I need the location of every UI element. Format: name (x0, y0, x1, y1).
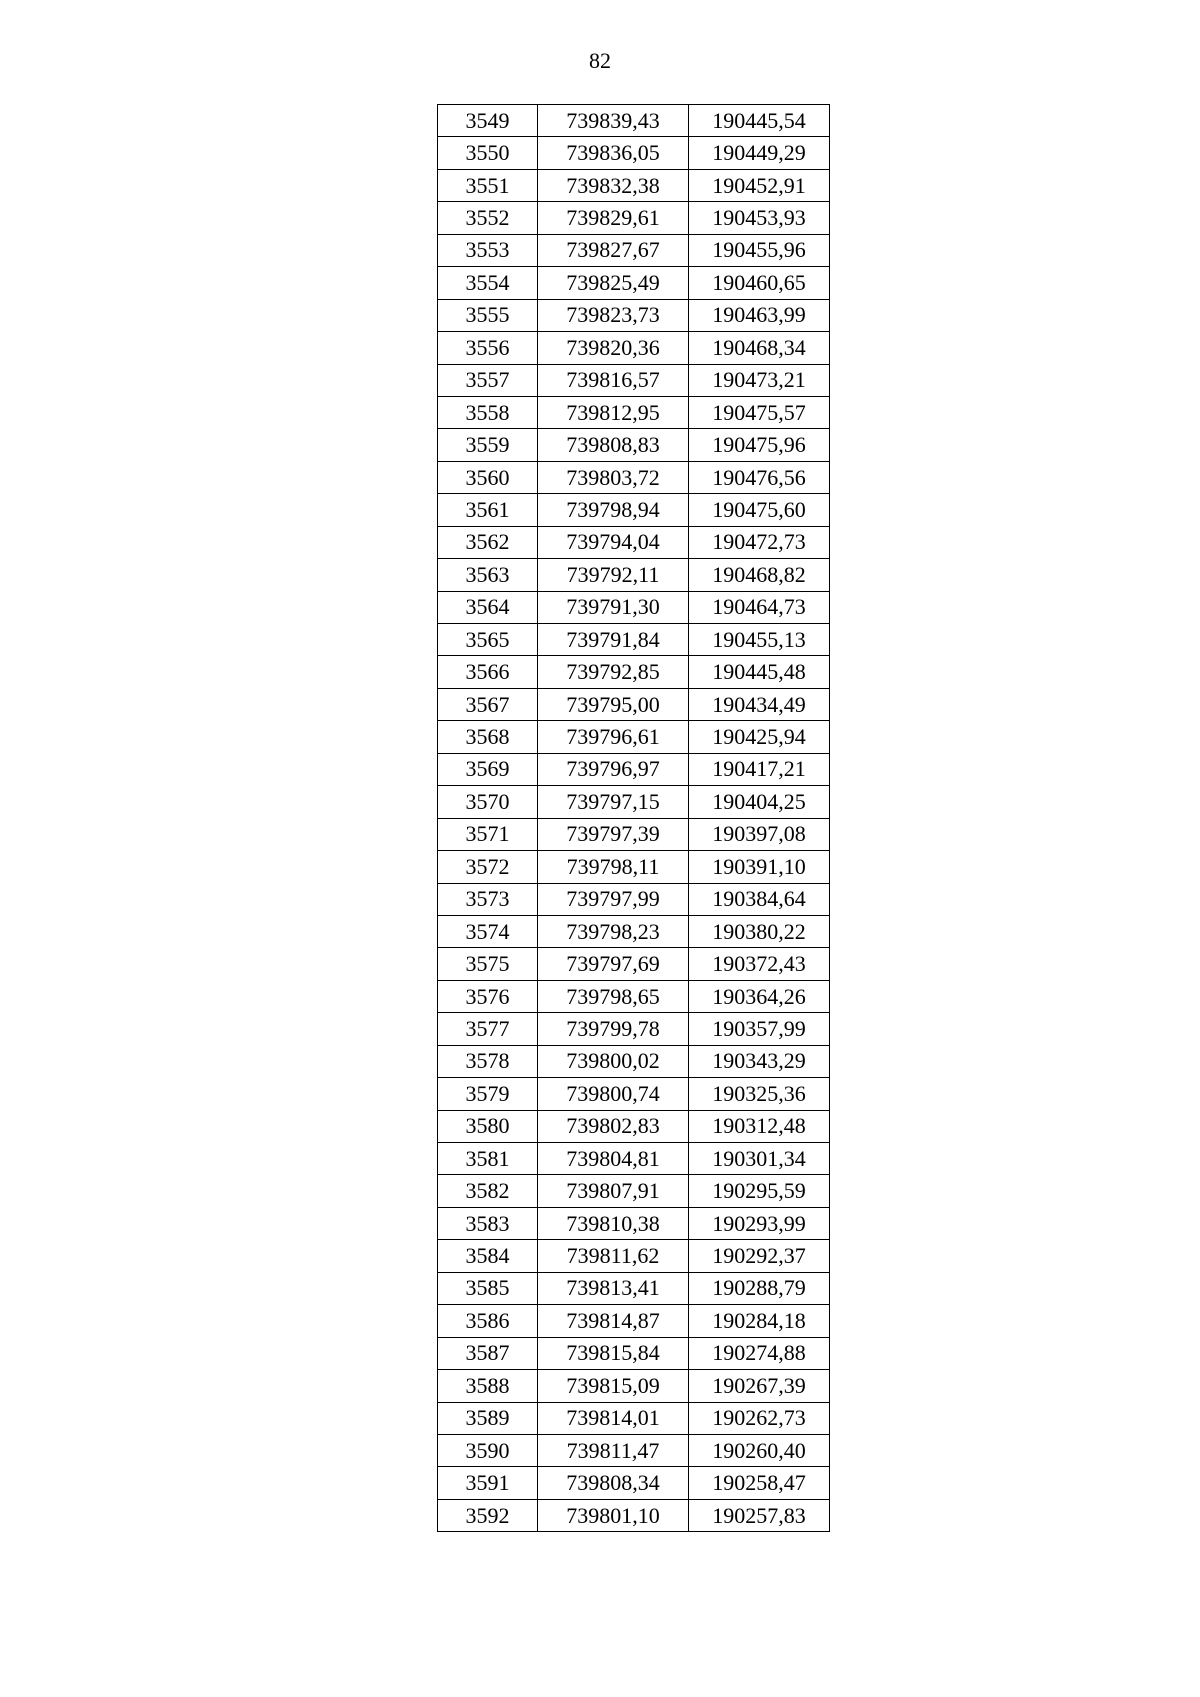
table-row (438, 656, 830, 688)
y-coordinate-cell: 190417,21 (689, 753, 830, 785)
point-number-cell: 3587 (438, 1337, 538, 1369)
table-row (438, 1078, 830, 1110)
y-coordinate-cell: 190455,13 (689, 624, 830, 656)
y-coordinate-cell: 190372,43 (689, 948, 830, 980)
coordinates-table-body (438, 105, 830, 1532)
point-number-cell: 3558 (438, 396, 538, 428)
table-row (438, 1207, 830, 1239)
y-coordinate-cell: 190476,56 (689, 461, 830, 493)
x-coordinate-cell: 739836,05 (538, 137, 689, 169)
x-coordinate-cell: 739798,11 (538, 851, 689, 883)
y-coordinate-cell: 190473,21 (689, 364, 830, 396)
x-coordinate-cell: 739820,36 (538, 332, 689, 364)
x-coordinate-cell: 739813,41 (538, 1272, 689, 1304)
point-number-cell: 3576 (438, 980, 538, 1012)
table-row (438, 105, 830, 137)
x-coordinate-cell: 739812,95 (538, 396, 689, 428)
y-coordinate-cell: 190267,39 (689, 1370, 830, 1402)
table-row (438, 1045, 830, 1077)
y-coordinate-cell: 190295,59 (689, 1175, 830, 1207)
y-coordinate-cell: 190475,57 (689, 396, 830, 428)
page-number: 82 (589, 48, 611, 73)
x-coordinate-cell: 739800,74 (538, 1078, 689, 1110)
table-row (438, 1143, 830, 1175)
x-coordinate-cell: 739796,61 (538, 721, 689, 753)
x-coordinate-cell: 739807,91 (538, 1175, 689, 1207)
y-coordinate-cell: 190380,22 (689, 915, 830, 947)
y-coordinate-cell: 190468,82 (689, 559, 830, 591)
x-coordinate-cell: 739797,39 (538, 818, 689, 850)
table-row (438, 1110, 830, 1142)
table-row (438, 169, 830, 201)
y-coordinate-cell: 190434,49 (689, 688, 830, 720)
x-coordinate-cell: 739825,49 (538, 267, 689, 299)
y-coordinate-cell: 190404,25 (689, 786, 830, 818)
coordinates-table (437, 104, 830, 1532)
y-coordinate-cell: 190357,99 (689, 1013, 830, 1045)
point-number-cell: 3570 (438, 786, 538, 818)
x-coordinate-cell: 739797,15 (538, 786, 689, 818)
x-coordinate-cell: 739832,38 (538, 169, 689, 201)
table-row (438, 1467, 830, 1499)
table-row (438, 429, 830, 461)
table-row (438, 234, 830, 266)
y-coordinate-cell: 190464,73 (689, 591, 830, 623)
point-number-cell: 3581 (438, 1143, 538, 1175)
x-coordinate-cell: 739808,83 (538, 429, 689, 461)
point-number-cell: 3551 (438, 169, 538, 201)
table-row (438, 786, 830, 818)
table-row (438, 883, 830, 915)
y-coordinate-cell: 190293,99 (689, 1207, 830, 1239)
y-coordinate-cell: 190460,65 (689, 267, 830, 299)
table-row (438, 137, 830, 169)
point-number-cell: 3568 (438, 721, 538, 753)
table-row (438, 1434, 830, 1466)
table-row (438, 851, 830, 883)
y-coordinate-cell: 190262,73 (689, 1402, 830, 1434)
point-number-cell: 3580 (438, 1110, 538, 1142)
y-coordinate-cell: 190468,34 (689, 332, 830, 364)
x-coordinate-cell: 739814,87 (538, 1305, 689, 1337)
y-coordinate-cell: 190260,40 (689, 1434, 830, 1466)
y-coordinate-cell: 190274,88 (689, 1337, 830, 1369)
x-coordinate-cell: 739791,84 (538, 624, 689, 656)
point-number-cell: 3586 (438, 1305, 538, 1337)
x-coordinate-cell: 739815,09 (538, 1370, 689, 1402)
table-row (438, 721, 830, 753)
point-number-cell: 3553 (438, 234, 538, 266)
table-row (438, 526, 830, 558)
y-coordinate-cell: 190472,73 (689, 526, 830, 558)
point-number-cell: 3571 (438, 818, 538, 850)
x-coordinate-cell: 739797,99 (538, 883, 689, 915)
table-row (438, 1240, 830, 1272)
y-coordinate-cell: 190445,54 (689, 105, 830, 137)
table-row (438, 1305, 830, 1337)
x-coordinate-cell: 739823,73 (538, 299, 689, 331)
point-number-cell: 3572 (438, 851, 538, 883)
y-coordinate-cell: 190475,96 (689, 429, 830, 461)
table-row (438, 332, 830, 364)
y-coordinate-cell: 190312,48 (689, 1110, 830, 1142)
point-number-cell: 3552 (438, 202, 538, 234)
x-coordinate-cell: 739799,78 (538, 1013, 689, 1045)
point-number-cell: 3591 (438, 1467, 538, 1499)
point-number-cell: 3554 (438, 267, 538, 299)
x-coordinate-cell: 739792,11 (538, 559, 689, 591)
point-number-cell: 3556 (438, 332, 538, 364)
point-number-cell: 3589 (438, 1402, 538, 1434)
y-coordinate-cell: 190325,36 (689, 1078, 830, 1110)
point-number-cell: 3584 (438, 1240, 538, 1272)
x-coordinate-cell: 739816,57 (538, 364, 689, 396)
table-row (438, 1337, 830, 1369)
x-coordinate-cell: 739804,81 (538, 1143, 689, 1175)
point-number-cell: 3562 (438, 526, 538, 558)
point-number-cell: 3577 (438, 1013, 538, 1045)
point-number-cell: 3557 (438, 364, 538, 396)
table-row (438, 1402, 830, 1434)
y-coordinate-cell: 190463,99 (689, 299, 830, 331)
x-coordinate-cell: 739815,84 (538, 1337, 689, 1369)
point-number-cell: 3575 (438, 948, 538, 980)
y-coordinate-cell: 190445,48 (689, 656, 830, 688)
point-number-cell: 3566 (438, 656, 538, 688)
x-coordinate-cell: 739792,85 (538, 656, 689, 688)
point-number-cell: 3578 (438, 1045, 538, 1077)
y-coordinate-cell: 190258,47 (689, 1467, 830, 1499)
table-row (438, 1175, 830, 1207)
point-number-cell: 3582 (438, 1175, 538, 1207)
point-number-cell: 3573 (438, 883, 538, 915)
point-number-cell: 3579 (438, 1078, 538, 1110)
table-row (438, 1499, 830, 1531)
point-number-cell: 3567 (438, 688, 538, 720)
x-coordinate-cell: 739794,04 (538, 526, 689, 558)
table-row (438, 396, 830, 428)
x-coordinate-cell: 739795,00 (538, 688, 689, 720)
x-coordinate-cell: 739802,83 (538, 1110, 689, 1142)
x-coordinate-cell: 739801,10 (538, 1499, 689, 1531)
table-row (438, 948, 830, 980)
y-coordinate-cell: 190257,83 (689, 1499, 830, 1531)
table-row (438, 1013, 830, 1045)
table-row (438, 1272, 830, 1304)
table-row (438, 591, 830, 623)
point-number-cell: 3549 (438, 105, 538, 137)
point-number-cell: 3561 (438, 494, 538, 526)
y-coordinate-cell: 190397,08 (689, 818, 830, 850)
y-coordinate-cell: 190455,96 (689, 234, 830, 266)
x-coordinate-cell: 739839,43 (538, 105, 689, 137)
x-coordinate-cell: 739827,67 (538, 234, 689, 266)
x-coordinate-cell: 739791,30 (538, 591, 689, 623)
point-number-cell: 3585 (438, 1272, 538, 1304)
y-coordinate-cell: 190449,29 (689, 137, 830, 169)
y-coordinate-cell: 190364,26 (689, 980, 830, 1012)
table-row (438, 980, 830, 1012)
x-coordinate-cell: 739798,65 (538, 980, 689, 1012)
table-row (438, 494, 830, 526)
y-coordinate-cell: 190391,10 (689, 851, 830, 883)
table-row (438, 818, 830, 850)
y-coordinate-cell: 190475,60 (689, 494, 830, 526)
point-number-cell: 3560 (438, 461, 538, 493)
y-coordinate-cell: 190384,64 (689, 883, 830, 915)
point-number-cell: 3592 (438, 1499, 538, 1531)
x-coordinate-cell: 739811,47 (538, 1434, 689, 1466)
table-row (438, 1370, 830, 1402)
y-coordinate-cell: 190425,94 (689, 721, 830, 753)
table-row (438, 299, 830, 331)
table-row (438, 364, 830, 396)
x-coordinate-cell: 739811,62 (538, 1240, 689, 1272)
table-row (438, 202, 830, 234)
x-coordinate-cell: 739797,69 (538, 948, 689, 980)
table-row (438, 688, 830, 720)
point-number-cell: 3555 (438, 299, 538, 331)
point-number-cell: 3564 (438, 591, 538, 623)
y-coordinate-cell: 190284,18 (689, 1305, 830, 1337)
x-coordinate-cell: 739796,97 (538, 753, 689, 785)
table-row (438, 915, 830, 947)
y-coordinate-cell: 190452,91 (689, 169, 830, 201)
table-row (438, 461, 830, 493)
y-coordinate-cell: 190343,29 (689, 1045, 830, 1077)
point-number-cell: 3590 (438, 1434, 538, 1466)
x-coordinate-cell: 739798,94 (538, 494, 689, 526)
point-number-cell: 3588 (438, 1370, 538, 1402)
point-number-cell: 3559 (438, 429, 538, 461)
y-coordinate-cell: 190288,79 (689, 1272, 830, 1304)
table-row (438, 559, 830, 591)
point-number-cell: 3550 (438, 137, 538, 169)
point-number-cell: 3574 (438, 915, 538, 947)
table-row (438, 753, 830, 785)
table-row (438, 267, 830, 299)
table-row (438, 624, 830, 656)
point-number-cell: 3565 (438, 624, 538, 656)
x-coordinate-cell: 739808,34 (538, 1467, 689, 1499)
y-coordinate-cell: 190292,37 (689, 1240, 830, 1272)
x-coordinate-cell: 739829,61 (538, 202, 689, 234)
y-coordinate-cell: 190453,93 (689, 202, 830, 234)
y-coordinate-cell: 190301,34 (689, 1143, 830, 1175)
x-coordinate-cell: 739814,01 (538, 1402, 689, 1434)
point-number-cell: 3569 (438, 753, 538, 785)
point-number-cell: 3563 (438, 559, 538, 591)
x-coordinate-cell: 739810,38 (538, 1207, 689, 1239)
point-number-cell: 3583 (438, 1207, 538, 1239)
x-coordinate-cell: 739800,02 (538, 1045, 689, 1077)
x-coordinate-cell: 739798,23 (538, 915, 689, 947)
x-coordinate-cell: 739803,72 (538, 461, 689, 493)
